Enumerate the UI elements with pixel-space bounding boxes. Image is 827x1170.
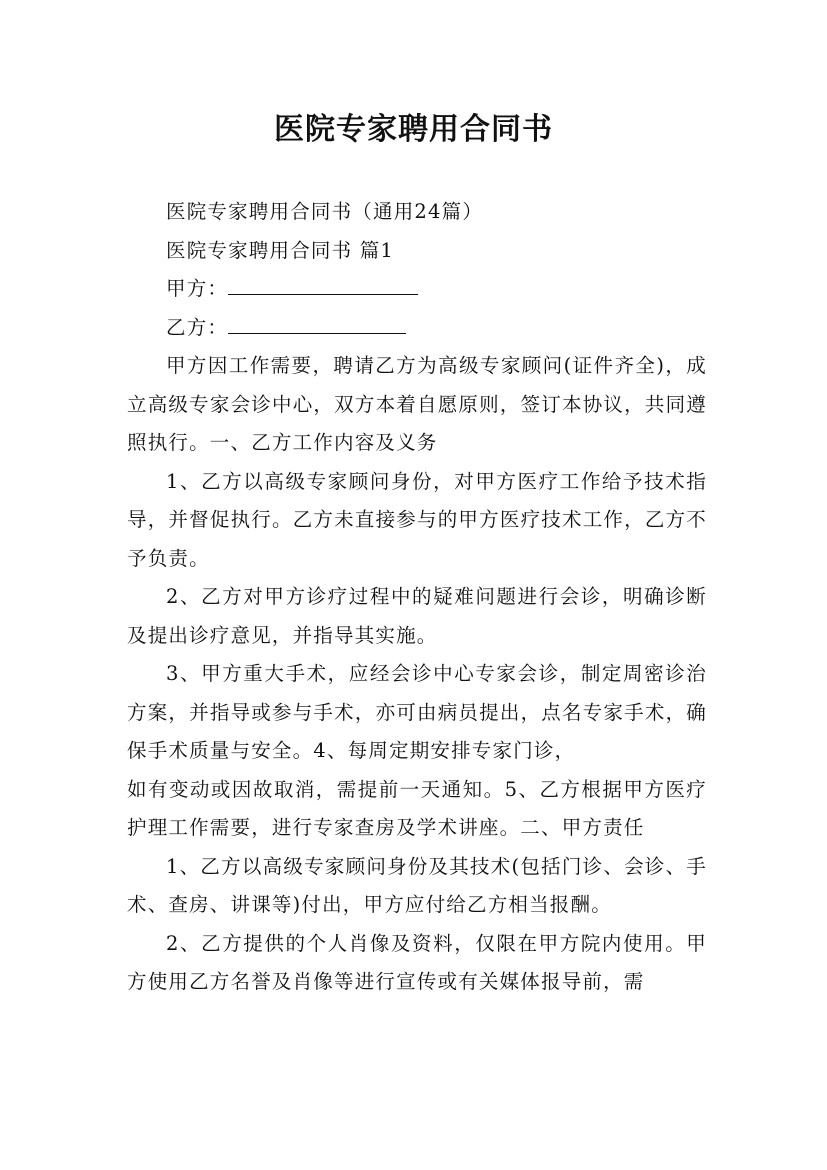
paragraph-resp-2: 2、乙方提供的个人肖像及资料，仅限在甲方院内使用。甲方使用乙方名誉及肖像等进行宣传或有关媒体报导前，需 (127, 931, 707, 993)
party-b-line (127, 309, 707, 348)
document-subtitle: 医院专家聘用合同书（通用24篇） (166, 200, 484, 223)
paragraph-duty-2: 2、乙方对甲方诊疗过程中的疑难问题进行会诊，明确诊断及提出诊疗意见，并指导其实施。 (127, 585, 707, 647)
paragraph-duty-3 (127, 655, 707, 848)
paragraph-intro: 甲方因工作需要，聘请乙方为高级专家顾问(证件齐全)，成立高级专家会诊中心，双方本着自愿原则，签订本协议，共同遵照执行。一、乙方工作内容及义务 (127, 354, 707, 454)
party-a-label: 甲方： (166, 277, 229, 300)
party-b-blank (228, 315, 406, 334)
party-a-line (127, 270, 707, 309)
paragraph-duty-1: 1、乙方以高级专家顾问身份，对甲方医疗工作给予技术指导，并督促执行。乙方未直接参与的甲方医疗技术工作，乙方不予负责。 (127, 469, 707, 570)
paragraph-duty-3-text: 3、甲方重大手术，应经会诊中心专家会诊，制定周密诊治方案，并指导或参与手术，亦可由病员提出，点名专家手术，确保手术质量与安全。4、每周定期安排专家门诊， 如有变动或因故取消，需提前一天通知。5、乙方根据甲方医疗护理工作需要，进行专家查房及学术讲座。二、甲方责任 (127, 662, 707, 839)
party-b-label: 乙方： (166, 315, 229, 339)
paragraph-resp-1: 1、乙方以高级专家顾问身份及其技术(包括门诊、会诊、手术、查房、讲课等)付出，甲方应付给乙方相当报酬。 (127, 854, 707, 916)
party-a-blank (228, 276, 418, 295)
document-title: 医院专家聘用合同书 (274, 112, 553, 147)
section-heading: 医院专家聘用合同书 篇1 (166, 238, 395, 262)
document-body (127, 193, 707, 1002)
